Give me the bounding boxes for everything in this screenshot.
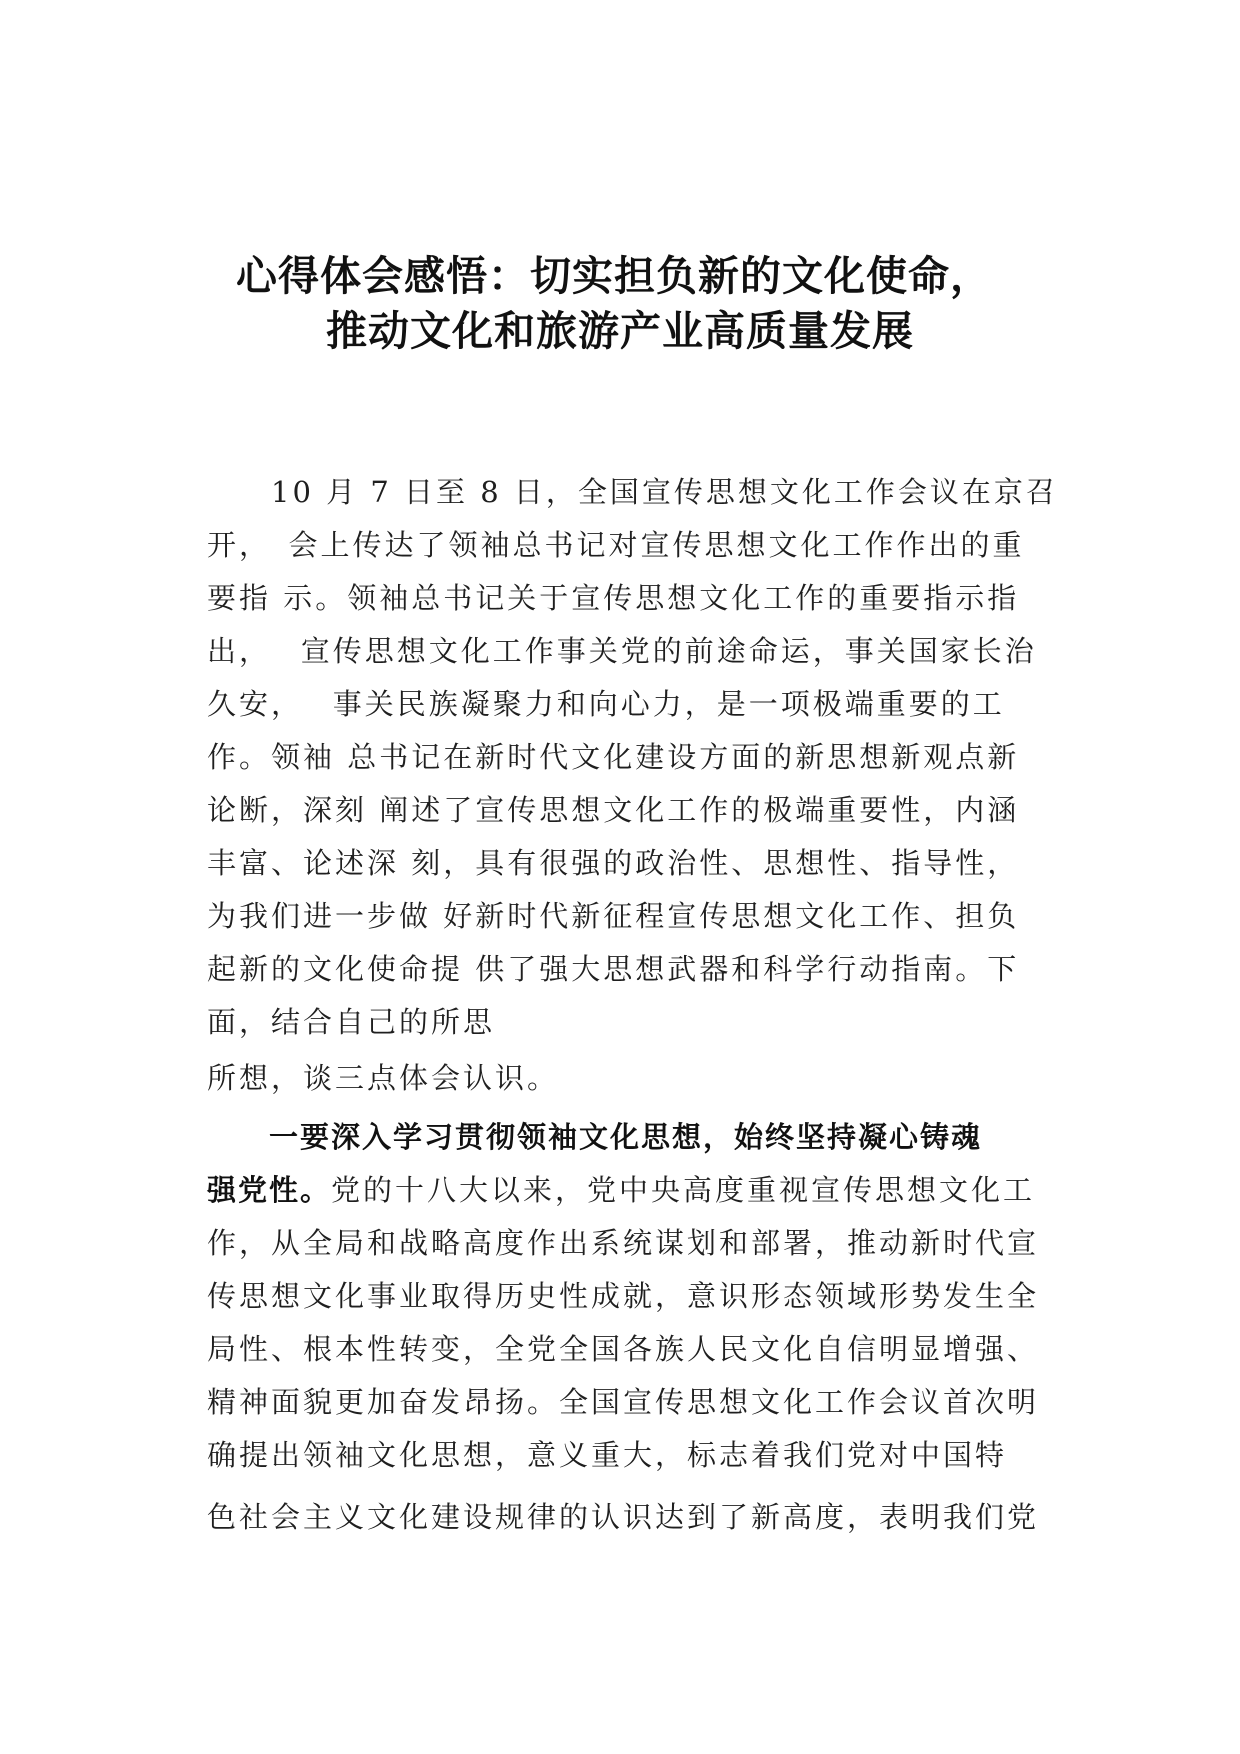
body-line: 起新的文化使命提 供了强大思想武器和科学行动指南。下	[207, 952, 1020, 986]
body-line: 色社会主义文化建设规律的认识达到了新高度，表明我们党	[207, 1500, 1040, 1534]
section-heading-end: 强党性。	[207, 1173, 332, 1207]
body-line: 作。领袖 总书记在新时代文化建设方面的新思想新观点新	[207, 740, 1020, 774]
body-line: 丰富、论述深 刻，具有很强的政治性、思想性、指导性，	[207, 846, 1020, 880]
document-title-line-1: 心得体会感悟：切实担负新的文化使命，	[236, 252, 992, 300]
body-line: 所想，谈三点体会认识。	[207, 1061, 560, 1095]
body-line: 出， 宣传思想文化工作事关党的前途命运，事关国家长治	[207, 634, 1037, 668]
body-line: 传思想文化事业取得历史性成就，意识形态领域形势发生全	[207, 1279, 1040, 1313]
body-line-rest: 党的十八大以来，党中央高度重视宣传思想文化工	[331, 1173, 1036, 1207]
body-line: 论断，深刻 阐述了宣传思想文化工作的极端重要性，内涵	[207, 793, 1020, 827]
body-line: 10 月 7 日至 8 日，全国宣传思想文化工作会议在京召	[207, 475, 1058, 509]
body-line: 为我们进一步做 好新时代新征程宣传思想文化工作、担负	[207, 899, 1020, 933]
body-line: 要指 示。领袖总书记关于宣传思想文化工作的重要指示指	[207, 581, 1020, 615]
section-heading-line-2	[207, 1168, 1035, 1209]
body-line: 开， 会上传达了领袖总书记对宣传思想文化工作作出的重	[207, 528, 1025, 562]
body-line: 确提出领袖文化思想，意义重大，标志着我们党对中国特	[207, 1438, 1008, 1472]
body-line: 久安， 事关民族凝聚力和向心力，是一项极端重要的工	[207, 687, 1005, 721]
body-line: 局性、根本性转变，全党全国各族人民文化自信明显增强、	[207, 1332, 1040, 1366]
body-line: 面，结合自己的所思	[207, 1005, 496, 1039]
document-title-line-2: 推动文化和旅游产业高质量发展	[326, 307, 914, 355]
section-heading-line-1: 一要深入学习贯彻领袖文化思想，始终坚持凝心铸魂	[207, 1120, 983, 1154]
body-line: 精神面貌更加奋发昂扬。全国宣传思想文化工作会议首次明	[207, 1385, 1040, 1419]
body-line: 作，从全局和战略高度作出系统谋划和部署，推动新时代宣	[207, 1226, 1040, 1260]
